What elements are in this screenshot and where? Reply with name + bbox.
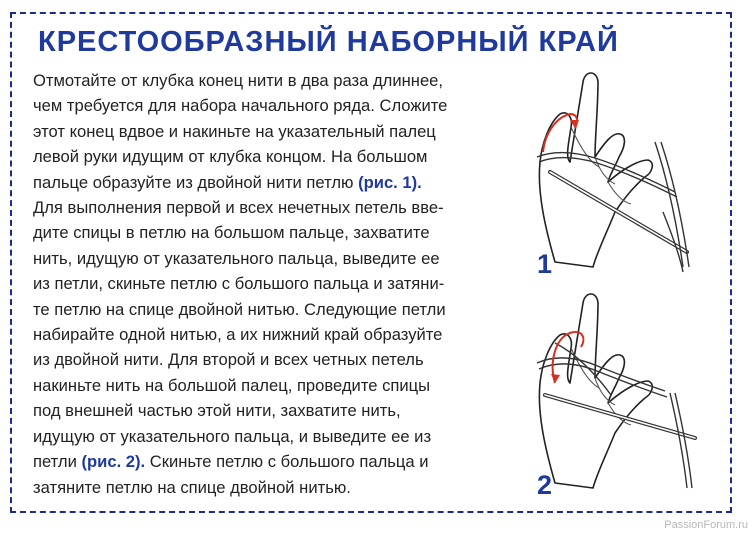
hand-knitting-needle-illustration [515, 283, 715, 498]
text-segment: петли [33, 452, 77, 472]
hand-knitting-needle-illustration [515, 62, 715, 277]
figure-1-reference: (рис. 1). [358, 172, 422, 192]
text-line: из петли, скиньте петлю с большого пальца и затяни- [33, 274, 445, 294]
article-title: КРЕСТООБРАЗНЫЙ НАБОРНЫЙ КРАЙ [38, 26, 619, 58]
figure-2-reference: (рис. 2). [81, 452, 146, 472]
text-line: дите спицы в петлю на большом пальце, захватите [33, 223, 430, 243]
text-line: Отмотайте от клубка конец нити в два раза длиннее, [33, 71, 444, 90]
text-line: из двойной нити. Для второй и всех четных петель [33, 350, 424, 370]
text-line: накиньте нить на большой палец, проведите спицы [33, 375, 431, 395]
text-line: под внешней частью этой нити, захватите нить, [33, 401, 401, 421]
figure-2-number: 2 [537, 470, 553, 500]
text-line: чем требуется для набора начального ряда. Сложите [33, 96, 448, 116]
text-line: Для выполнения первой и всех нечетных петель вве- [33, 198, 444, 218]
text-line: нить, идущую от указательного пальца, выведите ее [33, 248, 440, 268]
text-line: затяните петлю на спице двойной нитью. [33, 477, 351, 497]
text-line: этот конец вдвое и накиньте на указательный палец [33, 121, 436, 141]
text-line: левой руки идущим от клубка концом. На большом [33, 147, 428, 167]
figure-1-number: 1 [537, 249, 553, 279]
text-line: те петлю на спице двойной нитью. Следующие петли [33, 299, 446, 319]
article-body [33, 68, 493, 500]
text-line: идущую от указательного пальца, и выведите ее из [33, 426, 432, 446]
text-line [33, 170, 493, 195]
text-line: набирайте одной нитью, а их нижний край образуйте [33, 325, 443, 345]
watermark: PassionForum.ru [664, 519, 748, 531]
text-segment: Скиньте петлю с большого пальца и [149, 452, 429, 472]
text-segment: пальце образуйте из двойной нити петлю [33, 172, 354, 192]
text-line [33, 449, 493, 474]
